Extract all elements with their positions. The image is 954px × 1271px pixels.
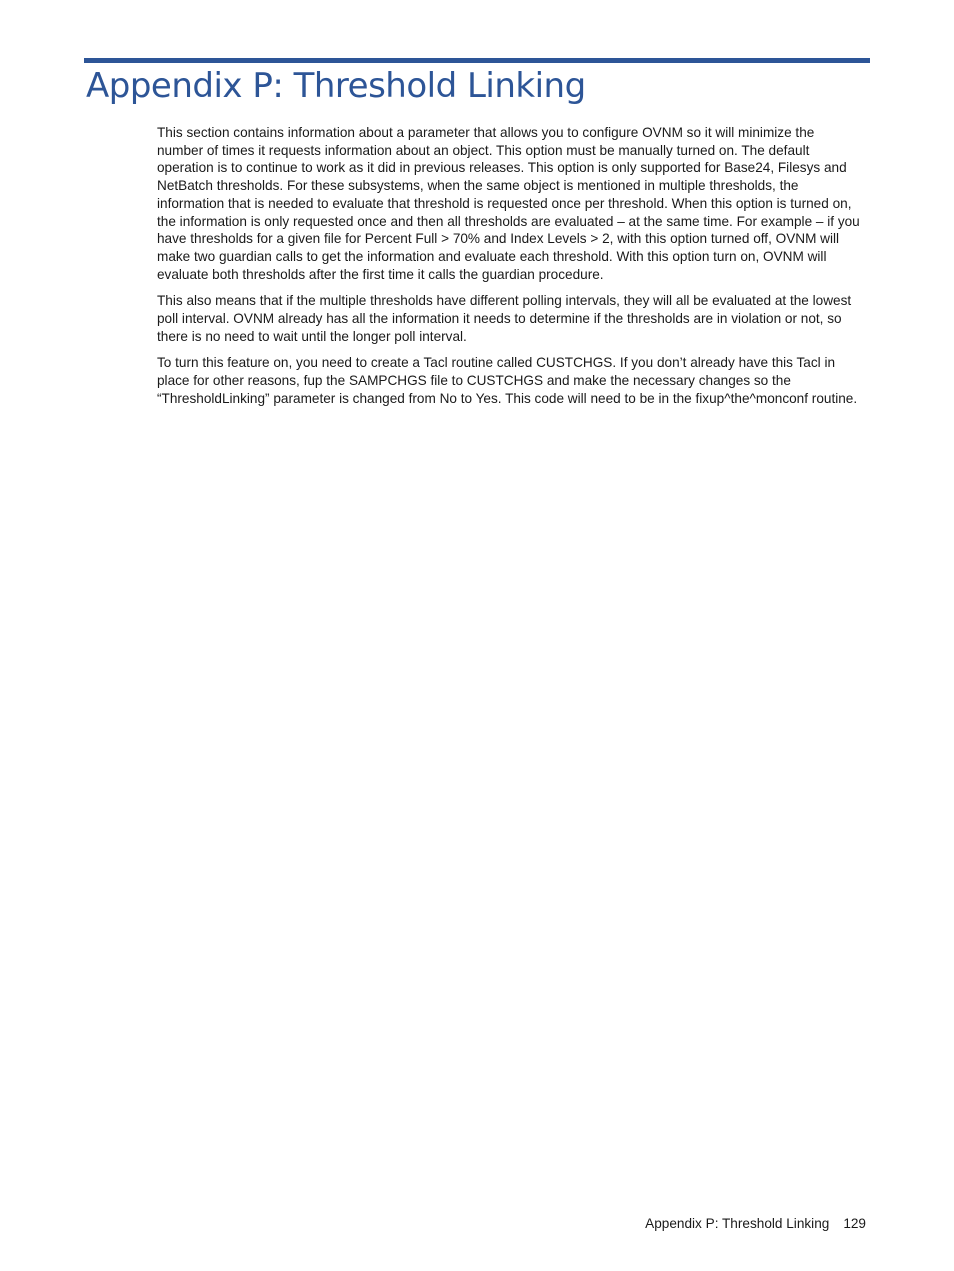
- footer-section-title: Appendix P: Threshold Linking: [645, 1216, 830, 1231]
- page-footer: [645, 1215, 866, 1233]
- paragraph-enable: To turn this feature on, you need to create a Tacl routine called CUSTCHGS. If you don’t already have this Tacl in place for other reasons, fup the SAMPCHGS file to CUSTCHGS and make the necessary changes so the “ThresholdLinking” parameter is changed from No to Yes. This code will need to be in the fixup^the^monconf routine.: [157, 355, 858, 406]
- paragraph-polling: This also means that if the multiple thresholds have different polling intervals, they will all be evaluated at the lowest poll interval. OVNM already has all the information it needs to determine if the thresholds are in violation or not, so there is no need to wait until the longer poll interval.: [157, 293, 852, 344]
- page-number: 129: [843, 1216, 866, 1231]
- body-text: [157, 124, 863, 417]
- paragraph-intro: This section contains information about a parameter that allows you to configure OVNM so it will minimize the number of times it requests information about an object. This option must be manually turned on. The default operation is to continue to work as it did in previous releases. This option is only supported for Base24, Filesys and NetBatch thresholds. For these subsystems, when the same object is mentioned in multiple thresholds, the information that is needed to evaluate that threshold is requested once per threshold. When this option is turned on, the information is only requested once and then all thresholds are evaluated – at the same time. For example – if you have thresholds for a given file for Percent Full > 70% and Index Levels > 2, with this option turned off, OVNM will make two guardian calls to get the information and evaluate each threshold. With this option turn on, OVNM will evaluate both thresholds after the first time it calls the guardian procedure.: [157, 125, 860, 282]
- page-title: Appendix P: Threshold Linking: [86, 66, 586, 106]
